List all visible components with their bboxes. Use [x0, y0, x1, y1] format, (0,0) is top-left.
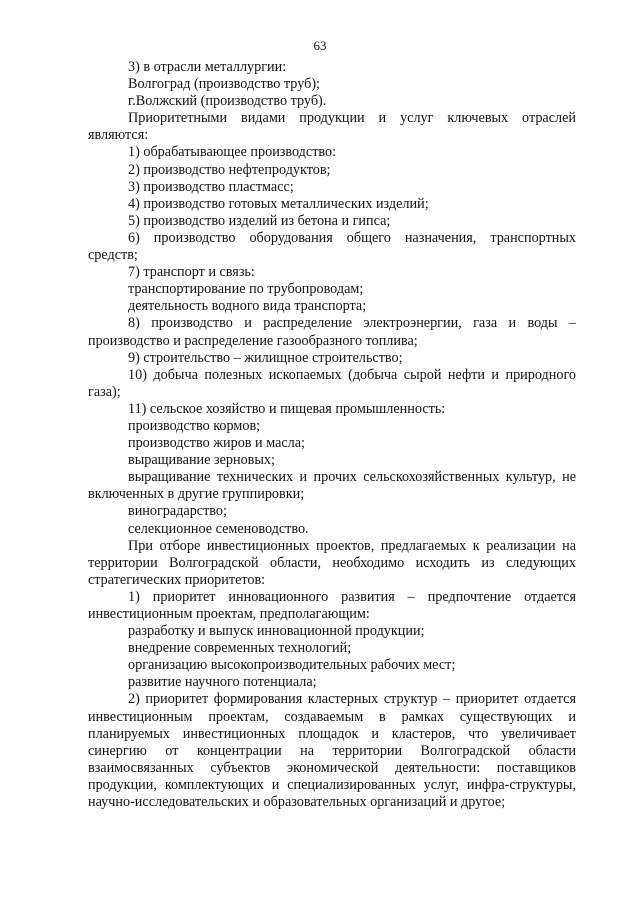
page-body — [88, 59, 576, 811]
list-item: 2) производство нефтепродуктов; — [128, 161, 331, 178]
list-subitem: развитие научного потенциала; — [128, 674, 317, 691]
list-item: 9) строительство – жилищное строительство; — [128, 349, 403, 366]
list-subitem: деятельность водного вида транспорта; — [128, 298, 367, 315]
list-item: 10) добыча полезных ископаемых (добыча сырой нефти и природного газа); — [88, 366, 576, 400]
list-item: 7) транспорт и связь: — [128, 264, 255, 281]
list-item: 4) производство готовых металлических изделий; — [128, 195, 429, 212]
priority-paragraph: 2) приоритет формирования кластерных структур – приоритет отдается инвестиционным проектам, создаваемым в рамках существующих и планируемых инвестиционных площадок и кластеров, что увеличивает синергию от концентрации на территории Волгоградской области взаимосвязанных субъектов экономической деятельности: поставщиков продукции, комплектующих и специализированных услуг, инфра-структуры, научно-исследовательских и образовательных организаций и другое; — [88, 691, 576, 811]
list-subitem: производство жиров и масла; — [128, 435, 305, 452]
list-subitem: выращивание технических и прочих сельскохозяйственных культур, не включенных в другие группировки; — [88, 469, 576, 503]
list-subitem: выращивание зерновых; — [128, 452, 275, 469]
list-subitem: разработку и выпуск инновационной продукции; — [128, 623, 425, 640]
list-item: 3) производство пластмасс; — [128, 178, 294, 195]
text-line: Волгоград (производство труб); — [128, 76, 321, 93]
page-number: 63 — [313, 38, 327, 53]
list-subitem: виноградарство; — [128, 503, 227, 520]
priority-paragraph: 1) приоритет инновационного развития – предпочтение отдается инвестиционным проектам, предполагающим: — [88, 588, 576, 622]
list-subitem: организацию высокопроизводительных рабочих мест; — [128, 657, 456, 674]
paragraph: Приоритетными видами продукции и услуг ключевых отраслей являются: — [88, 110, 576, 144]
text-line: 3) в отрасли металлургии: — [128, 59, 287, 75]
list-item: 8) производство и распределение электроэнергии, газа и воды – производство и распределение газообразного топлива; — [88, 315, 576, 349]
list-item: 6) производство оборудования общего назначения, транспортных средств; — [88, 229, 576, 264]
paragraph: При отборе инвестиционных проектов, предлагаемых к реализации на территории Волгоградской области, необходимо исходить из следующих стратегических приоритетов: — [88, 537, 576, 588]
list-subitem: внедрение современных технологий; — [128, 640, 352, 657]
list-item: 11) сельское хозяйство и пищевая промышленность: — [128, 400, 446, 417]
list-subitem: производство кормов; — [128, 417, 261, 434]
text-line: г.Волжский (производство труб). — [128, 93, 327, 110]
list-item: 1) обрабатывающее производство: — [128, 144, 337, 161]
list-subitem: селекционное семеноводство. — [128, 520, 309, 537]
list-subitem: транспортирование по трубопроводам; — [128, 281, 364, 298]
list-item: 5) производство изделий из бетона и гипса; — [128, 212, 391, 229]
